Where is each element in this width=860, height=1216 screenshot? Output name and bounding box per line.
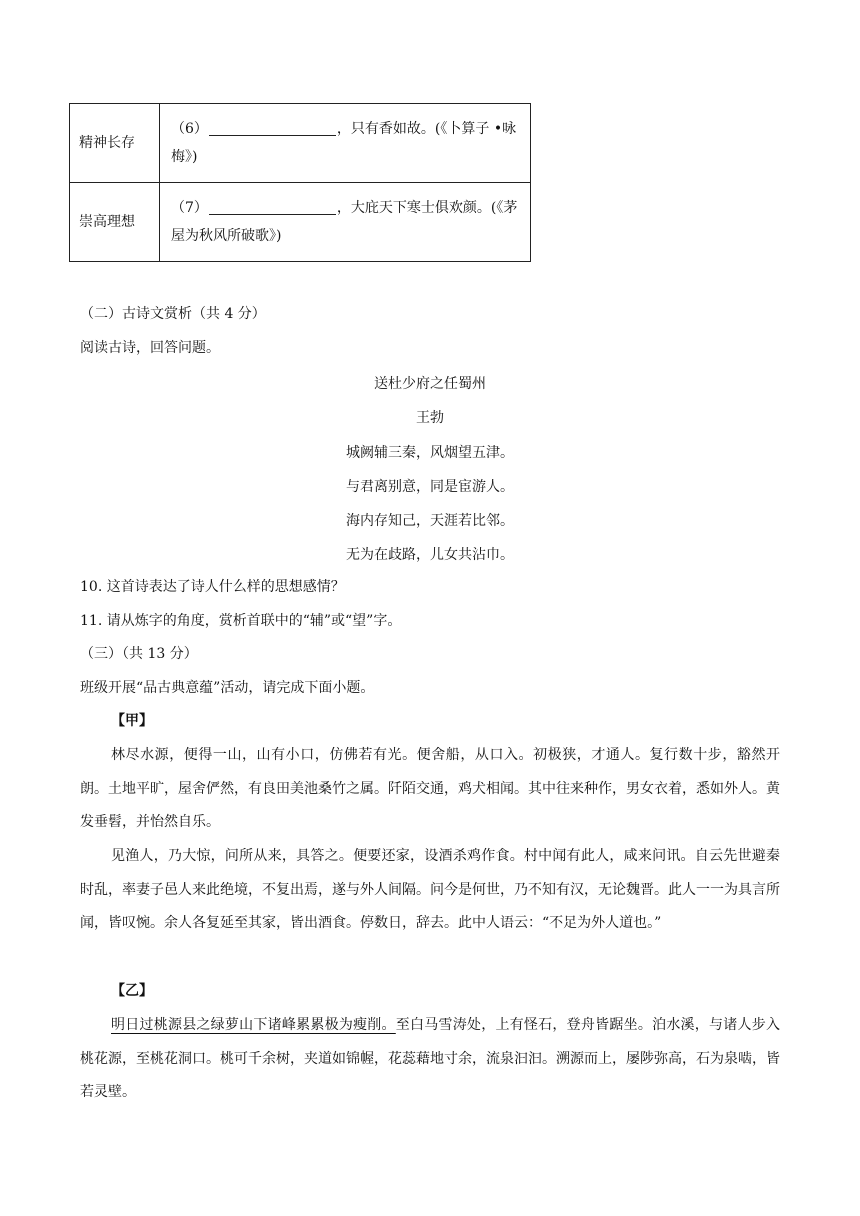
section-heading: （二）古诗文赏析（共 4 分）	[80, 306, 266, 322]
poem-title: 送杜少府之任蜀州	[374, 376, 486, 392]
passage-label-yi: 【乙】	[111, 983, 153, 999]
theme-cell: 精神长存	[70, 104, 160, 183]
fill-blank-6[interactable]	[209, 119, 336, 136]
poetry-theme-table	[69, 103, 531, 262]
question-number: （7）	[171, 200, 208, 216]
table-row	[70, 183, 531, 262]
table-row	[70, 104, 531, 183]
verse-cell	[160, 183, 531, 262]
poem-line: 无为在歧路，儿女共沾巾。	[346, 547, 514, 564]
fill-blank-7[interactable]	[209, 198, 336, 215]
verse-text: ，大庇天下寒士俱欢颜。(《茅屋为秋风所破歌》)	[171, 200, 518, 244]
verse-cell	[160, 104, 531, 183]
poem-line: 城阙辅三秦，风烟望五津。	[346, 444, 514, 461]
verse-text: ，只有香如故。(《卜算子 •咏梅》)	[171, 121, 517, 165]
passage-jia-paragraph-2: 见渔人，乃大惊，问所从来，具答之。便要还家，设酒杀鸡作食。村中闻有此人，咸来问讯。自云先世避秦时乱，率妻子邑人来此绝境，不复出焉，遂与外人间隔。问今是何世，乃不知有汉，无论魏晋。此人一一为具言所闻，皆叹惋。余人各复延至其家，皆出酒食。停数日，辞去。此中人语云：“不足为外人道也。”	[80, 848, 780, 931]
passage-yi-paragraph	[80, 1009, 780, 1110]
poem-author: 王勃	[416, 410, 444, 427]
question-10: 10. 这首诗表达了诗人什么样的思想感情？	[80, 579, 345, 595]
underlined-sentence: 明日过桃源县之绿萝山下诸峰累累极为瘦削。	[111, 1017, 396, 1033]
passage-yi-header	[80, 975, 780, 1009]
poem	[80, 367, 780, 573]
section-instruction: 班级开展“品古典意蕴”活动，请完成下面小题。	[80, 679, 375, 696]
theme-cell: 崇高理想	[70, 183, 160, 262]
passage-label-jia: 【甲】	[111, 713, 153, 729]
poem-line: 与君离别意，同是宦游人。	[346, 478, 514, 495]
question-number: （6）	[171, 121, 208, 137]
passage-jia-paragraph-1: 林尽水源，便得一山，山有小口，仿佛若有光。便舍船，从口入。初极狭，才通人。复行数十步，豁然开朗。土地平旷，屋舍俨然，有良田美池桑竹之属。阡陌交通，鸡犬相闻。其中往来种作，男女衣着，悉如外人。黄发垂髫，并怡然自乐。	[80, 747, 780, 830]
poem-line: 海内存知己，天涯若比邻。	[346, 513, 514, 530]
section-2	[80, 298, 780, 365]
section-heading: （三）（共 13 分）	[80, 646, 198, 662]
section-instruction: 阅读古诗，回答问题。	[80, 339, 220, 356]
questions	[80, 571, 780, 739]
question-11: 11. 请从炼字的角度，赏析首联中的“辅”或“望”字。	[80, 612, 402, 629]
passage-yi-text: 至白马雪涛处，上有怪石，登舟皆踞坐。泊水溪，与诸人步入桃花源，至桃花洞口。桃可千余树，夹道如锦幄，花蕊藉地寸余，流泉汩汩。溯源而上，屡陟弥高，石为泉啮，皆若灵壁。	[80, 1017, 780, 1100]
